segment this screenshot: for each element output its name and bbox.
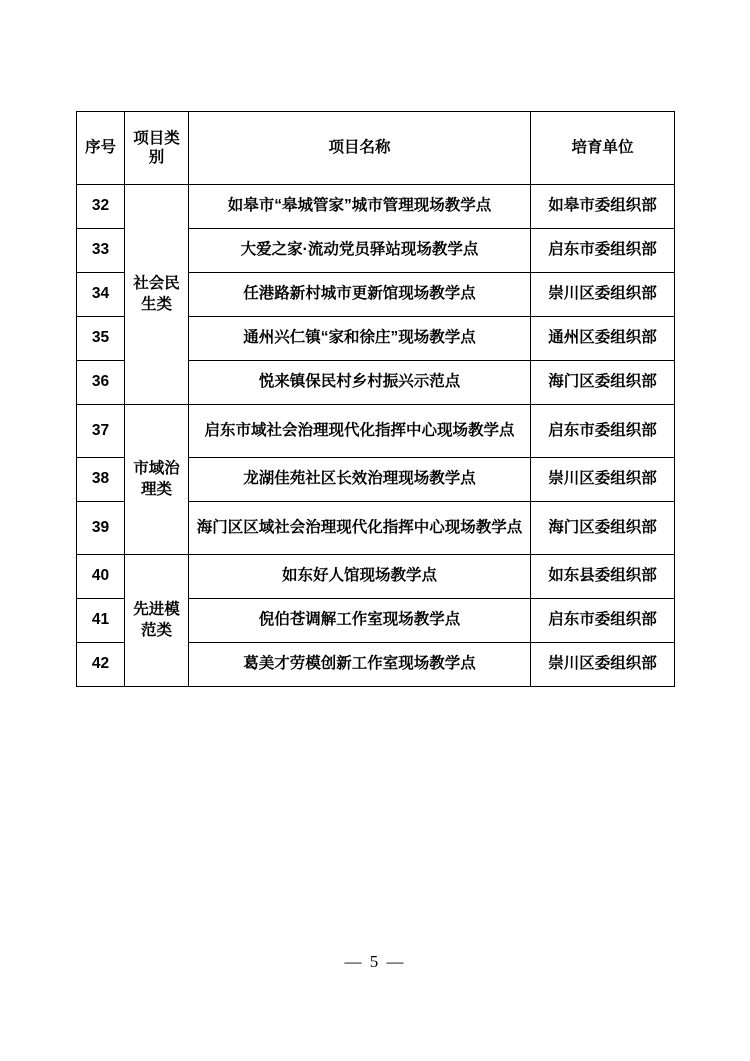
cell-index: 34 [77,273,125,317]
cell-unit: 如东县委组织部 [531,555,675,599]
cell-index: 32 [77,185,125,229]
training-projects-table-container [76,111,674,687]
page-number: — 5 — [344,952,406,971]
cell-name: 悦来镇保民村乡村振兴示范点 [189,361,531,405]
header-index-label: 序号 [84,139,116,157]
table-header-row [77,112,675,185]
cell-name: 如东好人馆现场教学点 [189,555,531,599]
cell-index: 41 [77,599,125,643]
cell-name: 龙湖佳苑社区长效治理现场教学点 [189,458,531,502]
cell-index: 39 [77,502,125,555]
cell-category: 市域治理类 [125,405,189,555]
header-name-label: 项目名称 [328,138,391,156]
cell-name: 葛美才劳模创新工作室现场教学点 [189,643,531,687]
cell-unit: 崇川区委组织部 [531,643,675,687]
cell-index: 42 [77,643,125,687]
cell-unit: 海门区委组织部 [531,361,675,405]
cell-index: 40 [77,555,125,599]
table-body [77,185,675,687]
cell-name: 倪伯苍调解工作室现场教学点 [189,599,531,643]
cell-index: 37 [77,405,125,458]
table-header [77,112,675,185]
cell-name: 海门区区域社会治理现代化指挥中心现场教学点 [189,502,531,555]
cell-category: 先进模范类 [125,555,189,687]
cell-unit: 崇川区委组织部 [531,273,675,317]
header-name [189,112,531,185]
cell-name: 如皋市“皋城管家”城市管理现场教学点 [189,185,531,229]
header-unit [531,112,675,185]
table-row [77,185,675,229]
table-row [77,555,675,599]
cell-index: 35 [77,317,125,361]
cell-unit: 如皋市委组织部 [531,185,675,229]
table-row [77,405,675,458]
cell-index: 38 [77,458,125,502]
cell-unit: 崇川区委组织部 [531,458,675,502]
cell-unit: 启东市委组织部 [531,599,675,643]
cell-name: 大爱之家·流动党员驿站现场教学点 [189,229,531,273]
cell-index: 33 [77,229,125,273]
header-index [77,112,125,185]
cell-name: 通州兴仁镇“家和徐庄”现场教学点 [189,317,531,361]
training-projects-table [76,111,675,687]
header-unit-label: 培育单位 [571,138,634,156]
header-category-label: 项目类别 [133,129,180,166]
cell-unit: 启东市委组织部 [531,229,675,273]
cell-unit: 海门区委组织部 [531,502,675,555]
cell-category: 社会民生类 [125,185,189,405]
cell-unit: 通州区委组织部 [531,317,675,361]
cell-name: 启东市域社会治理现代化指挥中心现场教学点 [189,405,531,458]
cell-unit: 启东市委组织部 [531,405,675,458]
cell-index: 36 [77,361,125,405]
cell-name: 任港路新村城市更新馆现场教学点 [189,273,531,317]
header-category [125,112,189,185]
